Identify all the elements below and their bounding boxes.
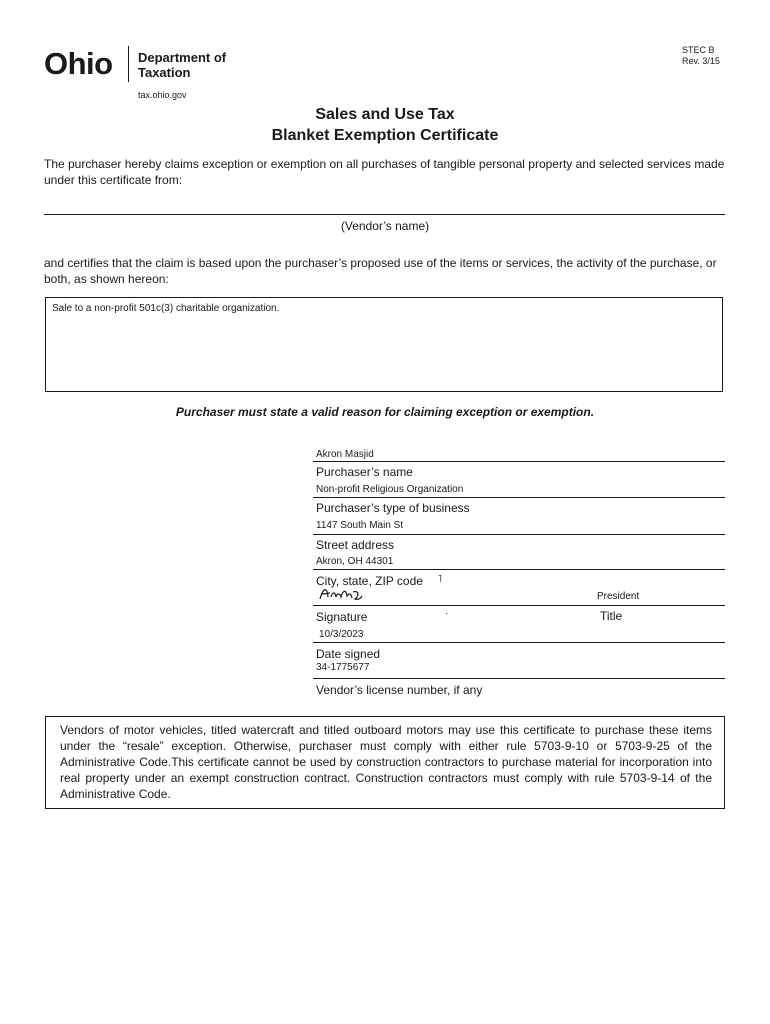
reason-notice: Purchaser must state a valid reason for claiming exception or exemption. xyxy=(175,405,595,419)
purchaser-name-label: Purchaser’s name xyxy=(316,465,413,479)
department-name xyxy=(138,50,226,80)
purchaser-name-field[interactable] xyxy=(313,461,725,462)
certification-text: and certifies that the claim is based upon the purchaser’s proposed use of the items or services, the activity of the purchase, or both, as shown hereon: xyxy=(44,256,717,286)
city-state-zip-field[interactable] xyxy=(313,569,725,570)
business-type-value: Non-profit Religious Organization xyxy=(316,484,464,495)
date-signed-value: 10/3/2023 xyxy=(319,629,364,640)
title-value: President xyxy=(597,591,640,602)
city-state-zip-value: Akron, OH 44301 xyxy=(316,556,394,567)
vendor-license-field[interactable] xyxy=(313,678,725,679)
signature-field[interactable] xyxy=(313,605,725,606)
form-revision: Rev. 3/15 xyxy=(682,56,720,66)
title-label: Title xyxy=(600,609,623,623)
notice-text: Vendors of motor vehicles, titled watercraft and titled outboard motors may use this certificate to purchase these items under the “resale” exception. Otherwise, purchaser must comply with either rule 5703-9-10 or 5703-9-25 of the Administrative Code.This certificate cannot be used by construction contractors to purchase material for incorporation into real property under an exempt construction contract. Construction contractors must comply with rule 5703-9-14 of the Administrative Code. xyxy=(60,723,712,801)
department-line-2: Taxation xyxy=(138,65,191,80)
vendor-name-field[interactable] xyxy=(44,214,725,215)
ohio-logo: Ohio xyxy=(44,46,113,81)
vendor-license-value: 34-1775677 xyxy=(316,662,370,673)
intro-text: The purchaser hereby claims exception or exemption on all purchases of tangible personal property and selected services made under this certificate from: xyxy=(44,157,725,187)
signature-scribble xyxy=(318,584,364,604)
vendor-name-caption: (Vendor’s name) xyxy=(340,219,430,233)
city-state-zip-label: City, state, ZIP code xyxy=(316,574,423,588)
website-url: tax.ohio.gov xyxy=(138,90,187,100)
logo-divider xyxy=(128,46,129,82)
department-line-1: Department of xyxy=(138,50,227,65)
reason-value: Sale to a non-profit 501c(3) charitable organization. xyxy=(52,303,280,314)
street-address-label: Street address xyxy=(316,538,395,552)
street-address-field[interactable] xyxy=(313,534,725,535)
form-code: STEC B xyxy=(682,45,715,55)
signature-label: Signature xyxy=(316,610,368,624)
page-title-line-2: Blanket Exemption Certificate xyxy=(271,127,499,144)
date-signed-label: Date signed xyxy=(316,647,381,661)
page-title-line-1: Sales and Use Tax xyxy=(315,106,455,123)
vendor-license-label: Vendor’s license number, if any xyxy=(316,683,483,697)
purchaser-name-value: Akron Masjid xyxy=(316,449,374,460)
business-type-field[interactable] xyxy=(313,497,725,498)
separator-dot: · xyxy=(445,608,449,619)
business-type-label: Purchaser’s type of business xyxy=(316,501,470,515)
street-address-value: 1147 South Main St xyxy=(316,520,404,531)
date-signed-field[interactable] xyxy=(313,642,725,643)
form-identifier xyxy=(682,45,720,67)
bracket-mark: ˥ xyxy=(438,574,442,585)
